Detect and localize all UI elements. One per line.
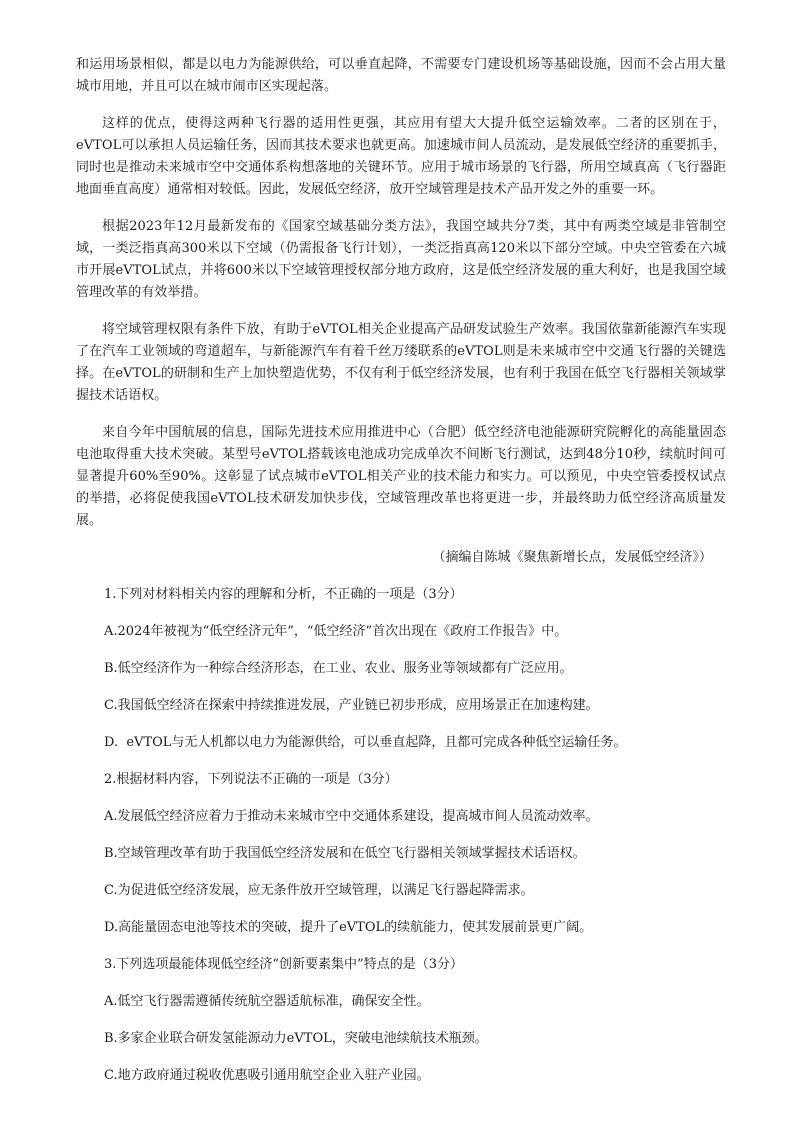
question-stem: 2.根据材料内容，下列说法不正确的一项是（3分） bbox=[104, 772, 398, 787]
article-paragraph-4: 将空域管理权限有条件下放，有助于eVTOL相关企业提高产品研发试验生产效率。我国依靠新能源汽车实现了在汽车工业领域的弯道超车，与新能源汽车有着千丝万缕联系的eVTOL则是未来城市空中交通飞行器的关键选择。在eVTOL的研制和生产上加快塑造优势，不仅有利于低空经济发展，也有利于我国在低空飞行器相关领域掌握技术话语权。 bbox=[76, 322, 726, 403]
question-option: A.发展低空经济应着力于推动未来城市空中交通体系建设，提高城市间人员流动效率。 bbox=[104, 809, 599, 824]
question-2 bbox=[76, 769, 726, 939]
question-option: B.空域管理改革有助于我国低空经济发展和在低空飞行器相关领域掌握技术话语权。 bbox=[104, 846, 586, 861]
question-option: D. eVTOL与无人机都以电力为能源供给，可以垂直起降，且都可完成各种低空运输任务。 bbox=[104, 735, 627, 750]
question-option: A.低空飞行器需遵循传统航空器适航标准，确保安全性。 bbox=[104, 994, 430, 1009]
article-paragraph-5: 来自今年中国航展的信息，国际先进技术应用推进中心（合肥）低空经济电池能源研究院孵化的高能量固态电池取得重大技术突破。某型号eVTOL搭载该电池成功完成单次不间断飞行测试，达到48分10秒，续航时间可显著提升60%至90%。这彰显了试点城市eVTOL相关产业的技术能力和实力。可以预见，中央空管委授权试点的举措，必将促使我国eVTOL技术研发加快步伐，空域管理改革也将更进一步，并最终助力低空经济高质量发展。 bbox=[76, 425, 726, 528]
question-3 bbox=[76, 954, 726, 1087]
question-option: C.我国低空经济在探索中持续推进发展，产业链已初步形成，应用场景正在加速构建。 bbox=[104, 698, 599, 713]
question-option: C.为促进低空经济发展，应无条件放开空域管理，以满足飞行器起降需求。 bbox=[104, 883, 534, 898]
question-option: A.2024年被视为“低空经济元年”，“低空经济”首次出现在《政府工作报告》中。 bbox=[104, 624, 568, 639]
article-paragraph-3: 根据2023年12月最新发布的《国家空域基础分类方法》，我国空域共分7类，其中有两类空域是非管制空域，一类泛指真高300米以下空域（仍需报备飞行计划），一类泛指真高120米以下部分空域。中央空管委在六城市开展eVTOL试点，并将600米以下空域管理授权部分地方政府，这是低空经济发展的重大利好，也是我国空域管理改革的有效举措。 bbox=[76, 219, 726, 300]
question-stem: 1.下列对材料相关内容的理解和分析，不正确的一项是（3分） bbox=[104, 587, 463, 602]
question-option: C.地方政府通过税收优惠吸引通用航空企业入驻产业园。 bbox=[104, 1068, 430, 1083]
article-source: （摘编自陈城《聚焦新增长点，发展低空经济》） bbox=[432, 550, 712, 565]
question-option: B.低空经济作为一种综合经济形态，在工业、农业、服务业等领域都有广泛应用。 bbox=[104, 661, 573, 676]
article-paragraph-2: 这样的优点，使得这两种飞行器的适用性更强，其应用有望大大提升低空运输效率。二者的区别在于，eVTOL可以承担人员运输任务，因而其技术要求也就更高。加速城市间人员流动，是发展低空经济的重要抓手，同时也是推动未来城市空中交通体系构想落地的关键环节。应用于城市场景的飞行器，所用空域真高（飞行器距地面垂直高度）通常相对较低。因此，发展低空经济，放开空域管理是技术产品开发之外的重要一环。 bbox=[76, 116, 726, 197]
article-paragraph-1: 和运用场景相似，都是以电力为能源供给，可以垂直起降，不需要专门建设机场等基础设施，因而不会占用大量城市用地，并且可以在城市闹市区实现起落。 bbox=[76, 57, 726, 94]
question-stem: 3.下列选项最能体现低空经济“创新要素集中”特点的是（3分） bbox=[104, 957, 463, 972]
question-option: D.高能量固态电池等技术的突破，提升了eVTOL的续航能力，使其发展前景更广阔。 bbox=[104, 920, 593, 935]
question-1 bbox=[76, 584, 726, 754]
question-option: B.多家企业联合研发氢能源动力eVTOL，突破电池续航技术瓶颈。 bbox=[104, 1031, 488, 1046]
document-page bbox=[76, 54, 726, 1087]
